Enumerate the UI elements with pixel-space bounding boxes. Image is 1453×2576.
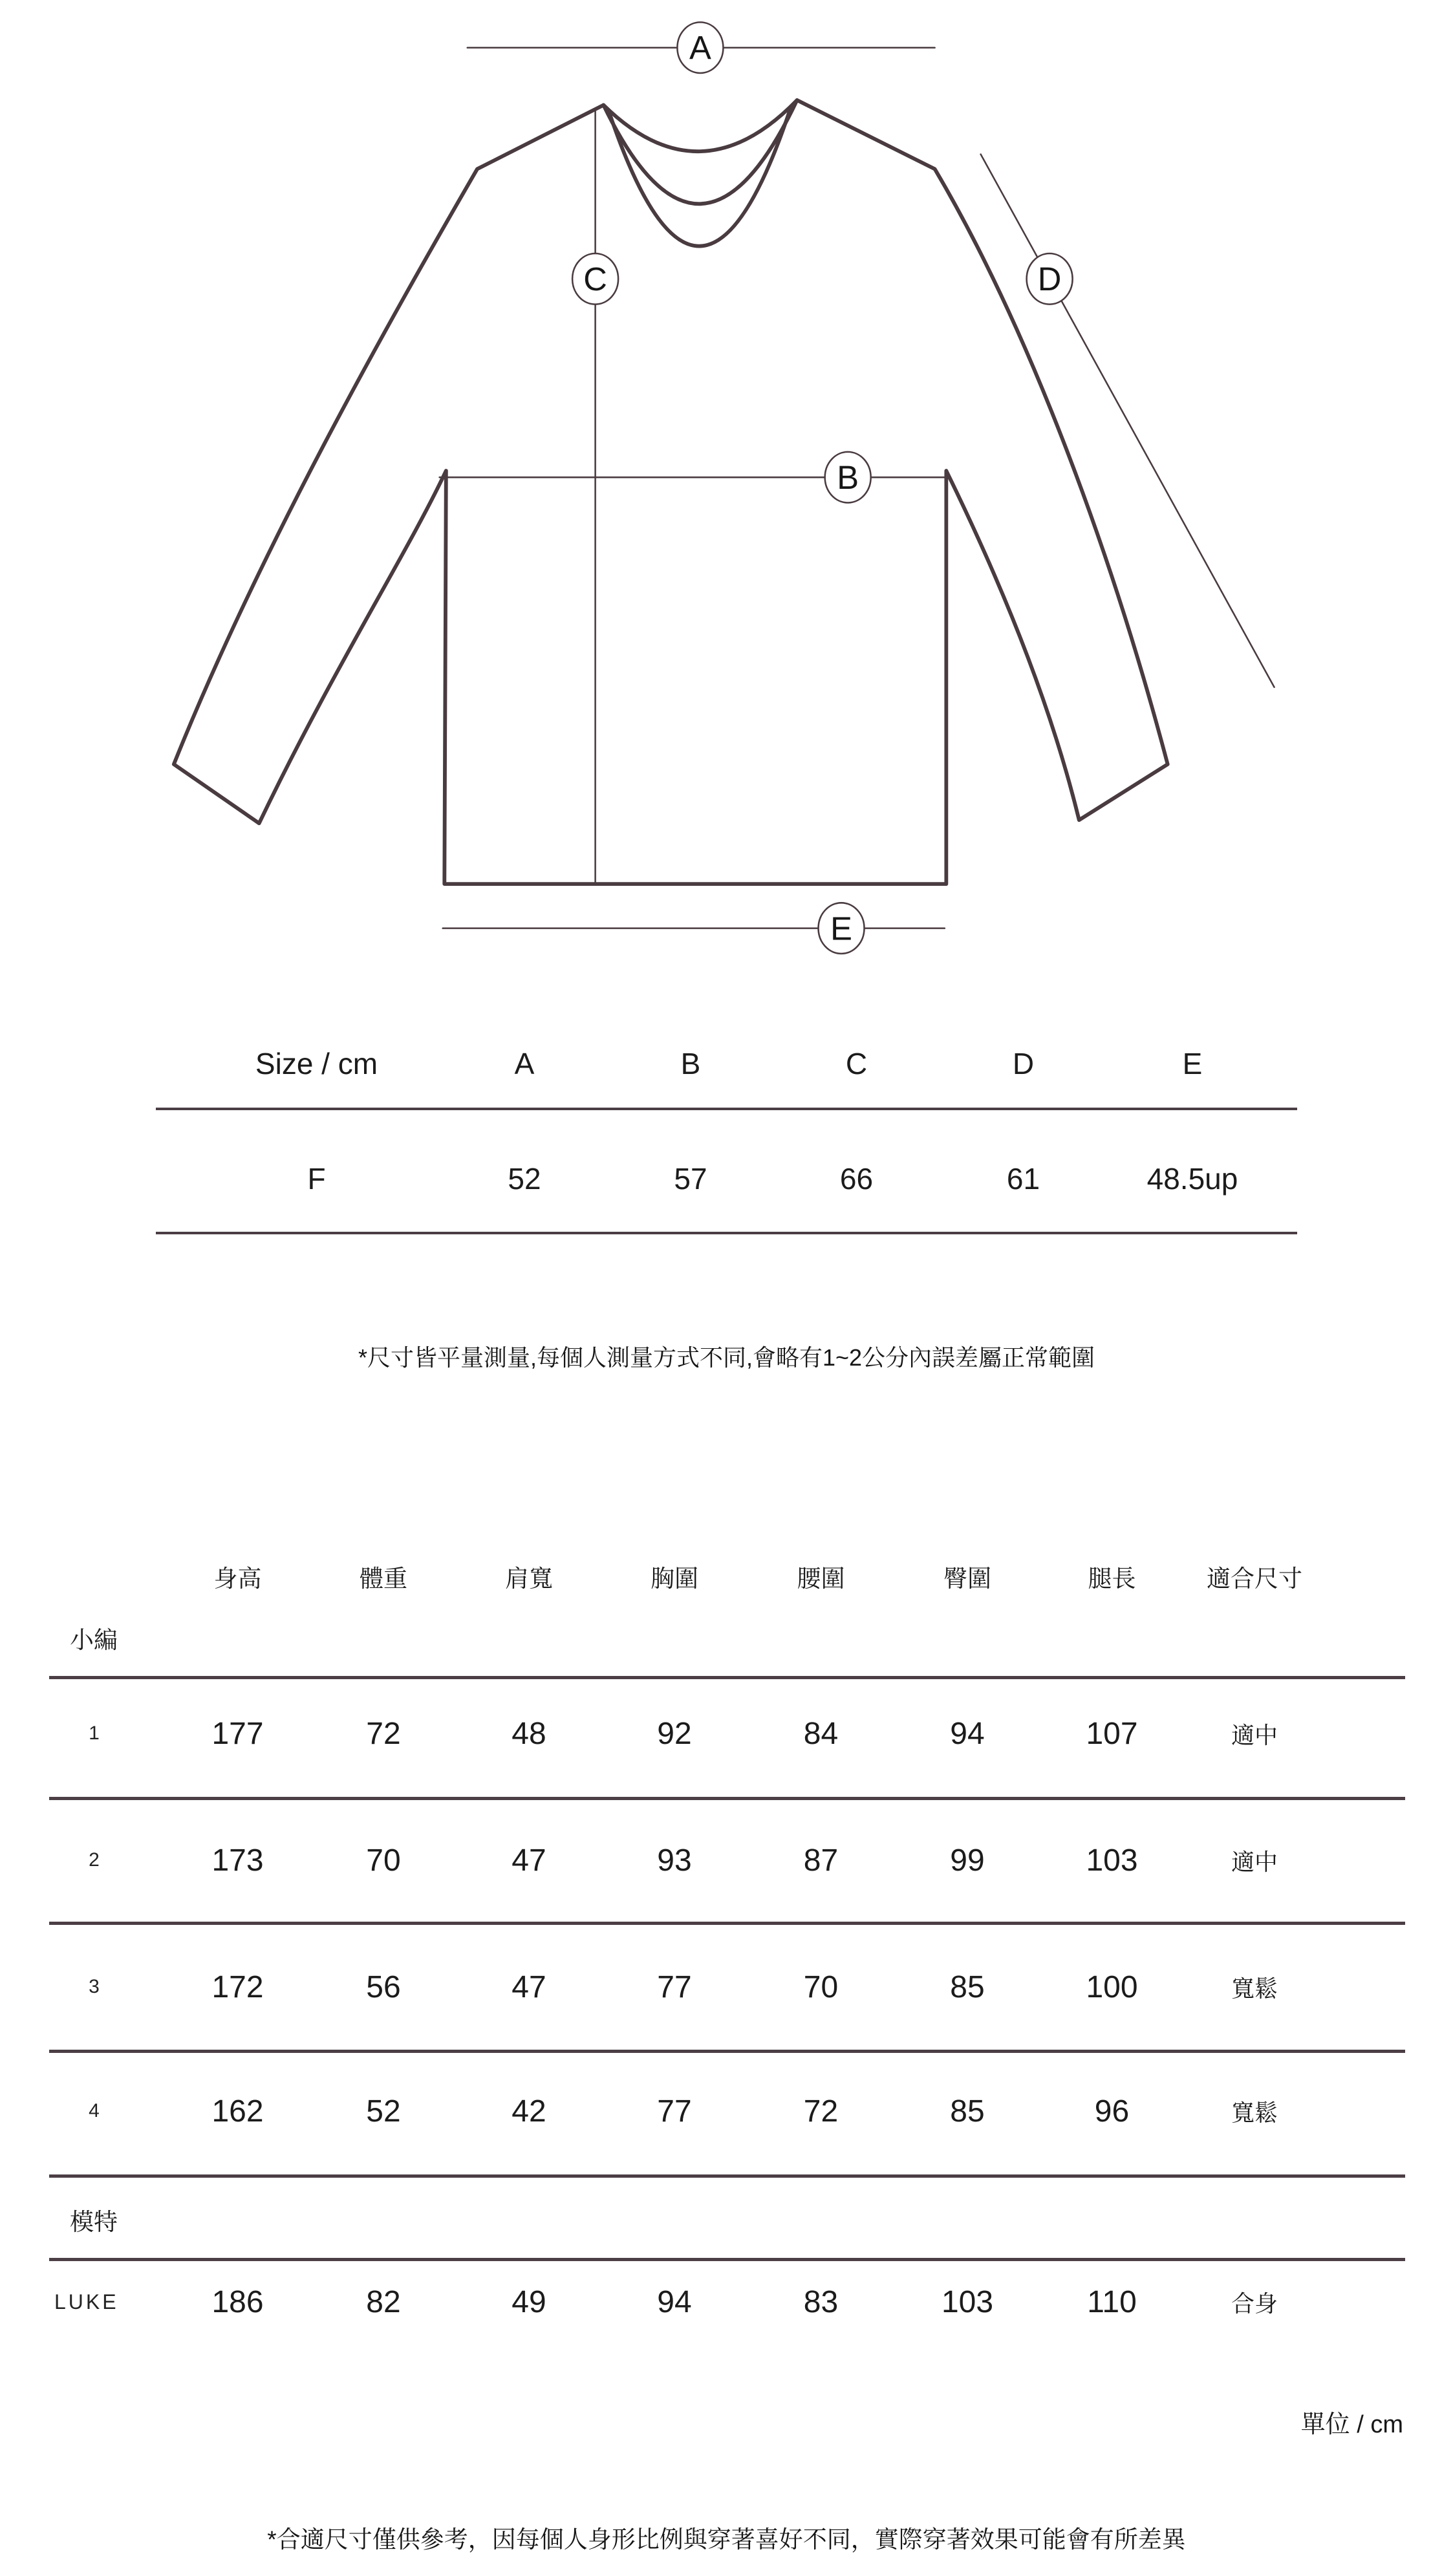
size-table-rule-top: [156, 1108, 1297, 1110]
table-row: [49, 1677, 1326, 1790]
unit-label: 單位 / cm: [1300, 2411, 1403, 2438]
table-cell: 107: [1086, 1716, 1138, 1751]
size-table-header-e: E: [1182, 1047, 1203, 1080]
size-value-e: 48.5up: [1146, 1161, 1238, 1196]
table-cell: 93: [657, 1843, 692, 1878]
table-cell: 42: [511, 2094, 546, 2129]
body-measurement-table: [49, 1545, 1405, 2347]
header-height: 身高: [213, 1565, 262, 1592]
measure-c-label: C: [583, 261, 607, 298]
table-cell: 77: [657, 2094, 692, 2129]
table-row: [49, 1925, 1326, 2049]
fit-cell: 適中: [1231, 1848, 1278, 1875]
table-cell: 162: [211, 2094, 264, 2129]
table-cell: 186: [211, 2285, 264, 2319]
group-row-model: [49, 2178, 1326, 2262]
header-weight: 體重: [360, 1565, 407, 1592]
table-cell: 77: [657, 1970, 692, 2004]
table-cell: 110: [1087, 2285, 1137, 2319]
measure-b-label: B: [837, 458, 859, 496]
fit-cell: 合身: [1231, 2290, 1278, 2317]
header-fit: 適合尺寸: [1207, 1565, 1302, 1592]
fit-disclaimer: *合適尺寸僅供參考，因每個人身形比例與穿著喜好不同，實際穿著效果可能會有所差異: [267, 2526, 1186, 2553]
table-row: [49, 2053, 1326, 2169]
measure-disclaimer: *尺寸皆平量測量,每個人測量方式不同,會略有1~2公分內誤差屬正常範圍: [358, 1344, 1095, 1371]
garment-size-table: [156, 1022, 1297, 1241]
size-value-a: 52: [508, 1161, 541, 1196]
table-cell: 52: [366, 2094, 401, 2129]
row-label: LUKE: [54, 2290, 119, 2313]
header-waist: 腰圍: [797, 1565, 845, 1592]
body-table-header-row: [49, 1545, 1326, 1607]
size-table-header-b: B: [680, 1047, 701, 1080]
table-cell: 70: [803, 1970, 839, 2004]
row-label: 3: [89, 1976, 100, 1997]
size-table-header-row: [156, 1022, 1297, 1106]
table-cell: 83: [803, 2285, 839, 2319]
measure-e-label: E: [830, 910, 852, 947]
table-row: [49, 1800, 1326, 1920]
table-cell: 172: [211, 1970, 264, 2004]
table-cell: 103: [1086, 1843, 1138, 1878]
measure-d-label: D: [1037, 261, 1062, 298]
table-cell: 99: [950, 1843, 985, 1878]
measure-d-line: [981, 155, 1275, 687]
row-label: 1: [89, 1723, 100, 1744]
fit-cell: 適中: [1231, 1721, 1278, 1748]
size-table-header-d: D: [1012, 1047, 1035, 1080]
table-cell: 47: [511, 1843, 546, 1878]
header-shoulder: 肩寬: [505, 1565, 553, 1592]
measurement-circles: [572, 22, 1073, 954]
table-cell: 84: [803, 1716, 839, 1751]
size-value-size: F: [307, 1161, 326, 1196]
table-cell: 47: [511, 1970, 546, 2004]
group-label-staff: 小編: [70, 1627, 118, 1653]
table-cell: 72: [803, 2094, 839, 2129]
table-cell: 48: [511, 1716, 546, 1751]
fit-cell: 寬鬆: [1231, 2099, 1278, 2126]
size-table-header-c: C: [845, 1047, 868, 1080]
group-label-model: 模特: [70, 2209, 118, 2235]
group-row-staff: [49, 1610, 1326, 1666]
table-row: [49, 2261, 1326, 2343]
table-cell: 82: [366, 2285, 401, 2319]
size-table-header-a: A: [514, 1047, 535, 1080]
table-cell: 96: [1094, 2094, 1130, 2129]
table-cell: 85: [950, 1970, 985, 2004]
header-hip: 臀圍: [943, 1565, 991, 1592]
size-value-d: 61: [1006, 1161, 1040, 1196]
measurement-letters: [583, 29, 1061, 947]
table-cell: 177: [211, 1716, 264, 1751]
measure-a-label: A: [689, 29, 711, 67]
fit-cell: 寬鬆: [1231, 1975, 1278, 2002]
size-value-c: 66: [839, 1161, 874, 1196]
table-cell: 173: [211, 1843, 264, 1878]
table-cell: 100: [1086, 1970, 1138, 2004]
table-cell: 92: [657, 1716, 692, 1751]
table-cell: 87: [803, 1843, 839, 1878]
size-table-row-f: [156, 1125, 1297, 1232]
table-cell: 103: [941, 2285, 994, 2319]
table-cell: 72: [366, 1716, 401, 1751]
table-cell: 85: [950, 2094, 985, 2129]
size-value-b: 57: [674, 1161, 707, 1196]
header-chest: 胸圍: [651, 1565, 698, 1592]
shirt-measurement-diagram: [0, 0, 1453, 984]
header-leg: 腿長: [1088, 1565, 1136, 1592]
table-cell: 94: [950, 1716, 985, 1751]
table-cell: 56: [366, 1970, 401, 2004]
table-cell: 49: [511, 2285, 546, 2319]
collar-outer-curve: [603, 100, 797, 151]
size-table-header-size: Size / cm: [255, 1047, 378, 1080]
row-label: 4: [89, 2100, 100, 2121]
size-table-rule-bottom: [156, 1232, 1297, 1234]
shirt-outline: [174, 100, 1168, 884]
row-label: 2: [89, 1849, 100, 1871]
table-cell: 70: [366, 1843, 401, 1878]
table-cell: 94: [657, 2285, 692, 2319]
